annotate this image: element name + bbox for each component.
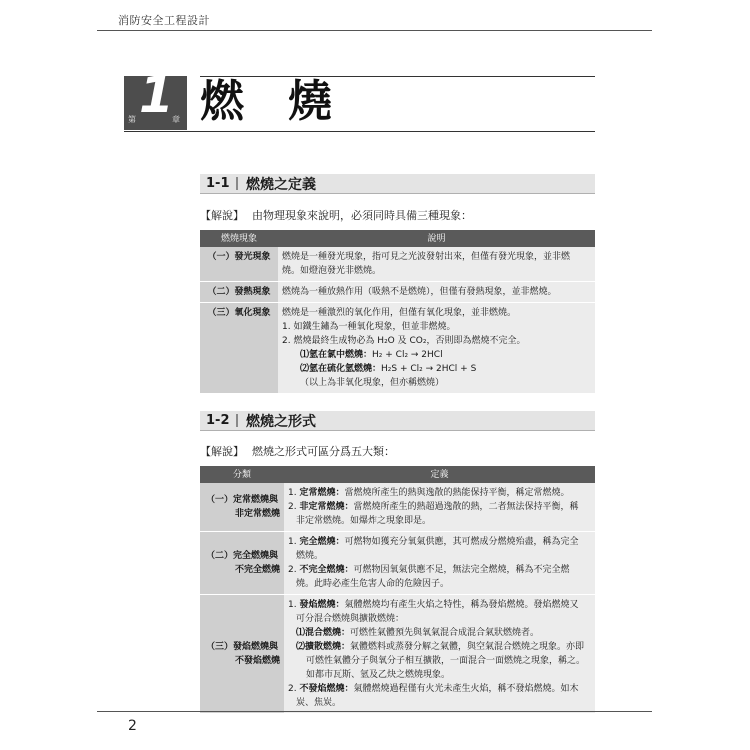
section-title: 燃燒之定義 <box>246 176 316 193</box>
row-body <box>284 483 595 532</box>
row-body <box>284 532 595 595</box>
row-body <box>278 247 595 282</box>
table-row <box>200 303 595 394</box>
row-body <box>284 595 595 714</box>
table-row <box>200 483 595 532</box>
footer-rule <box>97 711 652 712</box>
row-label: （二）發熱現象 <box>200 282 278 303</box>
book-title: 消防安全工程設計 <box>118 14 210 27</box>
equation: H₂S + Cl₂ → 2HCl + S <box>381 364 477 374</box>
term: 定常燃燒： <box>299 488 345 498</box>
section-2-explanation <box>200 443 395 459</box>
section-title: 燃燒之形式 <box>246 413 316 430</box>
term: ⑵擴散燃燒： <box>296 642 351 652</box>
chapter-prefix: 第 <box>128 115 136 124</box>
section-1-explanation <box>200 207 472 223</box>
text-line: 燃燒為一種放熱作用（吸熱不是燃燒），但僅有發熱現象，並非燃燒。 <box>282 287 557 297</box>
row-body <box>278 303 595 394</box>
term-text: 當燃燒所產生的熱超過逸散的熱，二者無法保持平衡，稱 <box>353 502 579 512</box>
label-line: （三）發焰燃燒與 <box>205 642 278 652</box>
section-heading-1-2 <box>200 411 595 431</box>
text-line: 1. 如鐵生鏽為一種氧化現象，但並非燃燒。 <box>282 322 456 332</box>
text-line <box>288 640 591 654</box>
row-label: （一）發光現象 <box>200 247 278 282</box>
table-row <box>200 282 595 303</box>
table-row <box>200 247 595 282</box>
forms-table <box>200 466 595 714</box>
term-text: 可燃性氣體預先與氧氣混合成混合氣狀燃燒者。 <box>350 628 540 638</box>
column-header: 燃燒現象 <box>200 230 278 247</box>
definition-table <box>200 230 595 394</box>
term-text: 可燃物如獲充分氧氣供應，其可燃成分燃燒殆盡，稱為完全 <box>344 537 579 547</box>
row-label <box>200 483 284 532</box>
equation: H₂ + Cl₂ → 2HCl <box>372 350 443 360</box>
text-line: 可分混合燃燒與擴散燃燒： <box>296 614 405 624</box>
table-row <box>200 532 595 595</box>
text-line: 1. 定常燃燒：當燃燒所產生的熱與逸散的熱能保持平衡，稱定常燃燒。 <box>288 488 570 498</box>
row-label <box>200 532 284 595</box>
text-line: 2. 非定常燃燒：當燃燒所產生的熱超過逸散的熱，二者無法保持平衡，稱 <box>288 502 579 512</box>
term-text: 可燃物因氧氣供應不足，無法完全燃燒，稱為不完全燃 <box>353 565 570 575</box>
term: 發焰燃燒： <box>299 600 345 610</box>
equation-label: ⑵氫在硫化氫燃燒： <box>300 364 382 374</box>
row-label: （三）氧化現象 <box>200 303 278 394</box>
chapter-rule-bottom <box>124 131 595 132</box>
equation-line <box>282 348 591 362</box>
text-line: （以上為非氧化現象，但亦稱燃燒） <box>300 378 445 388</box>
term-text: 氣體燃料或蒸發分解之氣體，與空氣混合燃燒之現象。亦即 <box>350 642 585 652</box>
text-line: 2. 燃燒最終生成物必為 H₂O 及 CO₂，否則即為燃燒不完全。 <box>282 336 526 346</box>
label-line: 不完全燃燒 <box>234 565 280 575</box>
text-line: 2. 不發焰燃燒：氣體燃燒過程僅有火光未產生火焰，稱不發焰燃燒。如木 <box>288 684 579 694</box>
text-line: 燃燒是一種激烈的氧化作用，但僅有氧化現象，並非燃燒。 <box>282 308 517 318</box>
text-line: 1. 發焰燃燒：氣體燃燒均有產生火焰之特性，稱為發焰燃燒。發焰燃燒又 <box>288 600 579 610</box>
term: 不完全燃燒： <box>299 565 354 575</box>
header-rule <box>97 30 652 31</box>
term-text: 氣體燃燒過程僅有火光未產生火焰，稱不發焰燃燒。如木 <box>353 684 579 694</box>
section-number: 1-1 <box>206 176 230 191</box>
text-line: 燃燒是一種發光現象，指可見之光波發射出來，但僅有發光現象，並非燃 <box>282 252 571 262</box>
term: 非定常燃燒： <box>299 502 354 512</box>
equation-line <box>282 362 591 376</box>
column-header: 分類 <box>200 466 284 483</box>
explain-tag: 【解說】 <box>200 209 244 222</box>
column-header: 說明 <box>278 230 595 247</box>
explain-tag: 【解說】 <box>200 445 244 458</box>
chapter-number: 1 <box>139 66 174 124</box>
chapter-suffix: 章 <box>172 115 180 124</box>
text-line: 1. 完全燃燒：可燃物如獲充分氧氣供應，其可燃成分燃燒殆盡，稱為完全 <box>288 537 579 547</box>
term: 完全燃燒： <box>299 537 345 547</box>
term: ⑴混合燃燒： <box>296 628 351 638</box>
column-header: 定義 <box>284 466 595 483</box>
equation-label: ⑴氫在氯中燃燒： <box>300 350 373 360</box>
label-line: 不發焰燃燒 <box>234 656 280 666</box>
row-body <box>278 282 595 303</box>
term-text: 氣體燃燒均有產生火焰之特性，稱為發焰燃燒。發焰燃燒又 <box>344 600 579 610</box>
text-line <box>288 626 591 640</box>
label-line: （二）完全燃燒與 <box>205 551 278 561</box>
text-line: 燒。如燈泡發光非燃燒。 <box>282 266 382 276</box>
row-label <box>200 595 284 714</box>
table-row <box>200 595 595 714</box>
text-line: 如都市瓦斯、氫及乙炔之燃燒現象。 <box>306 670 451 680</box>
section-number: 1-2 <box>206 413 230 428</box>
section-divider <box>236 177 238 190</box>
text-line: 2. 不完全燃燒：可燃物因氧氣供應不足，無法完全燃燒，稱為不完全燃 <box>288 565 570 575</box>
page-number: 2 <box>128 718 137 734</box>
label-line: 非定常燃燒 <box>234 509 280 519</box>
explain-text: 燃燒之形式可區分爲五大類： <box>252 445 395 458</box>
label-line: （一）定常燃燒與 <box>205 495 278 505</box>
explain-text: 由物理現象來說明，必須同時具備三種現象： <box>252 209 472 222</box>
term-text: 當燃燒所產生的熱與逸散的熱能保持平衡，稱定常燃燒。 <box>344 488 570 498</box>
text-line: 可燃性氣體分子與氧分子相互擴散，一面混合一面燃燒之現象，稱之。 <box>306 656 586 666</box>
text-line: 炭、焦炭。 <box>296 698 342 708</box>
term: 不發焰燃燒： <box>299 684 354 694</box>
section-heading-1-1 <box>200 174 595 194</box>
chapter-title: 燃燒 <box>200 76 376 127</box>
text-line: 燒。此時必產生危害人命的危險因子。 <box>296 579 450 589</box>
text-line: 非定常燃燒。如爆炸之現象即是。 <box>296 516 432 526</box>
section-divider <box>236 414 238 427</box>
text-line: 燃燒。 <box>296 551 324 561</box>
